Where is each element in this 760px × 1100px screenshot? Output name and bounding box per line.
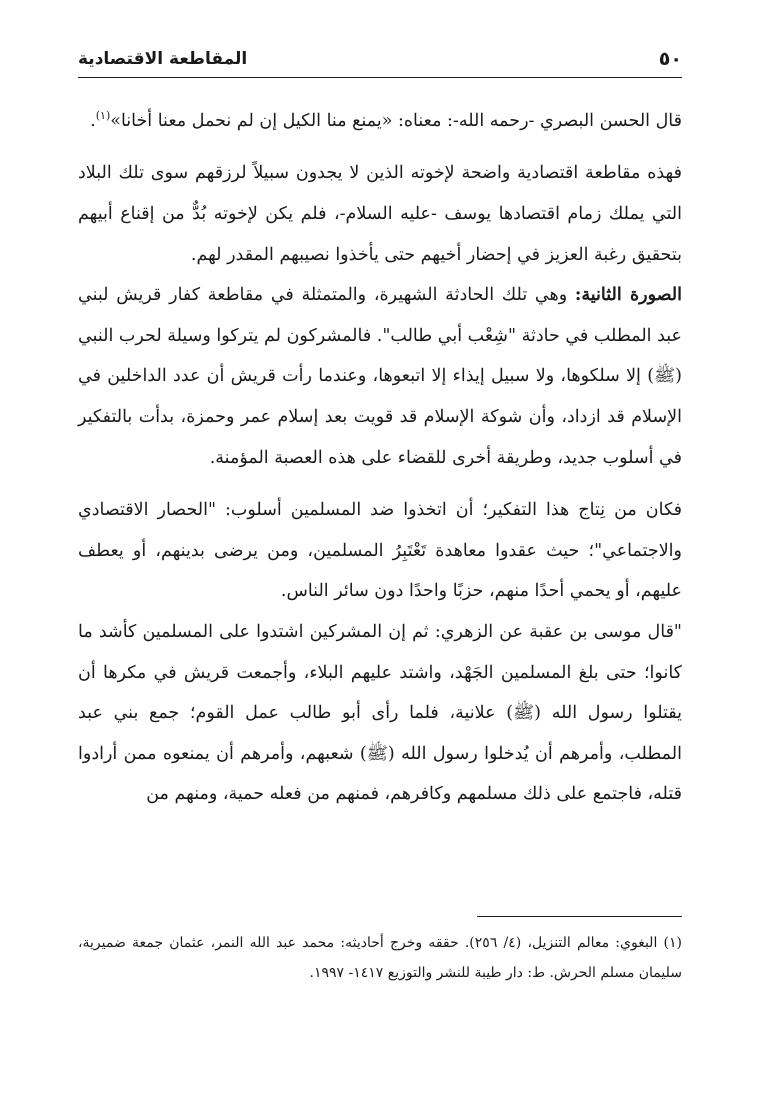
paragraph-4: فكان من نِتاج هذا التفكير؛ أن اتخذوا ضد المسلمين أسلوب: "الحصار الاقتصادي والاجتماعي"؛ حيث عقدوا معاهدة تَعْتَبِرُ المسلمين، ومن يرضى بدينهم، أو يعطف عليهم، أو يحمي أحدًا منهم، حزبًا واحدًا دون سائر الناس. <box>78 500 682 602</box>
paragraph-5: "قال موسى بن عقبة عن الزهري: ثم إن المشركين اشتدوا على المسلمين كأشد ما كانوا؛ حتى بلغ المسلمين الجَهْد، واشتد عليهم البلاء، وأجمعت قريش في مكرها أن يقتلوا رسول الله (ﷺ) علانية، فلما رأى أبو طالب عمل القوم؛ جمع بني عبد المطلب، وأمرهم أن يُدخلوا رسول الله (ﷺ) شعبهم، وأمرهم أن يمنعوه ممن أرادوا قتله، فاجتمع على ذلك مسلمهم وكافرهم، فمنهم من فعله حمية، ومنهم من <box>78 621 682 805</box>
paragraph-1-end: . <box>90 110 96 131</box>
footnote-rule <box>477 916 682 917</box>
header-rule <box>78 77 682 78</box>
page-header <box>78 44 682 74</box>
footnote-reference: (١) <box>95 109 111 122</box>
paragraph-3-text: وهي تلك الحادثة الشهيرة، والمتمثلة في مقاطعة كفار قريش لبني عبد المطلب في حادثة "شِعْب أبي طالب". فالمشركون لم يتركوا وسيلة لحرب النبي (ﷺ) إلا سلكوها، ولا سبيل إيذاء إلا اتبعوها، وعندما رأت قريش أن عدد الداخلين في الإسلام قد ازداد، وأن شوكة الإسلام قد قويت بعد إسلام عمر وحمزة، بدأت بالتفكير في أسلوب جديد، وطريقة أخرى للقضاء على هذه العصبة المؤمنة. <box>78 285 682 468</box>
paragraph-3-lead: الصورة الثانية: <box>574 285 682 306</box>
paragraph-2: فهذه مقاطعة اقتصادية واضحة لإخوته الذين لا يجدون سبيلاً لرزقهم سوى تلك البلاد التي يملك زمام اقتصادها يوسف -عليه السلام-، فلم يكن لإخوته بُدٌّ من إقناع أبيهم بتحقيق رغبة العزيز في إحضار أخيهم حتى يأخذوا نصيبهم المقدر لهم. <box>78 163 682 265</box>
body-text <box>78 96 682 815</box>
paragraph-1-text: قال الحسن البصري -رحمه الله-: معناه: «يمنع منا الكيل إن لم نحمل معنا أخانا» <box>110 110 682 131</box>
paragraph-1 <box>78 96 682 141</box>
running-title: المقاطعة الاقتصادية <box>78 49 248 69</box>
footnote: (١) البغوي: معالم التنزيل، (٤/ ٢٥٦). حققه وخرج أحاديثه: محمد عبد الله النمر، عثمان جمعة ضميرية، سليمان مسلم الحرش. ط: دار طيبة للنشر والتوزيع ١٤١٧- ١٩٩٧. <box>78 935 682 981</box>
page-number: ٥٠ <box>658 48 682 70</box>
paragraph-3 <box>78 275 682 478</box>
